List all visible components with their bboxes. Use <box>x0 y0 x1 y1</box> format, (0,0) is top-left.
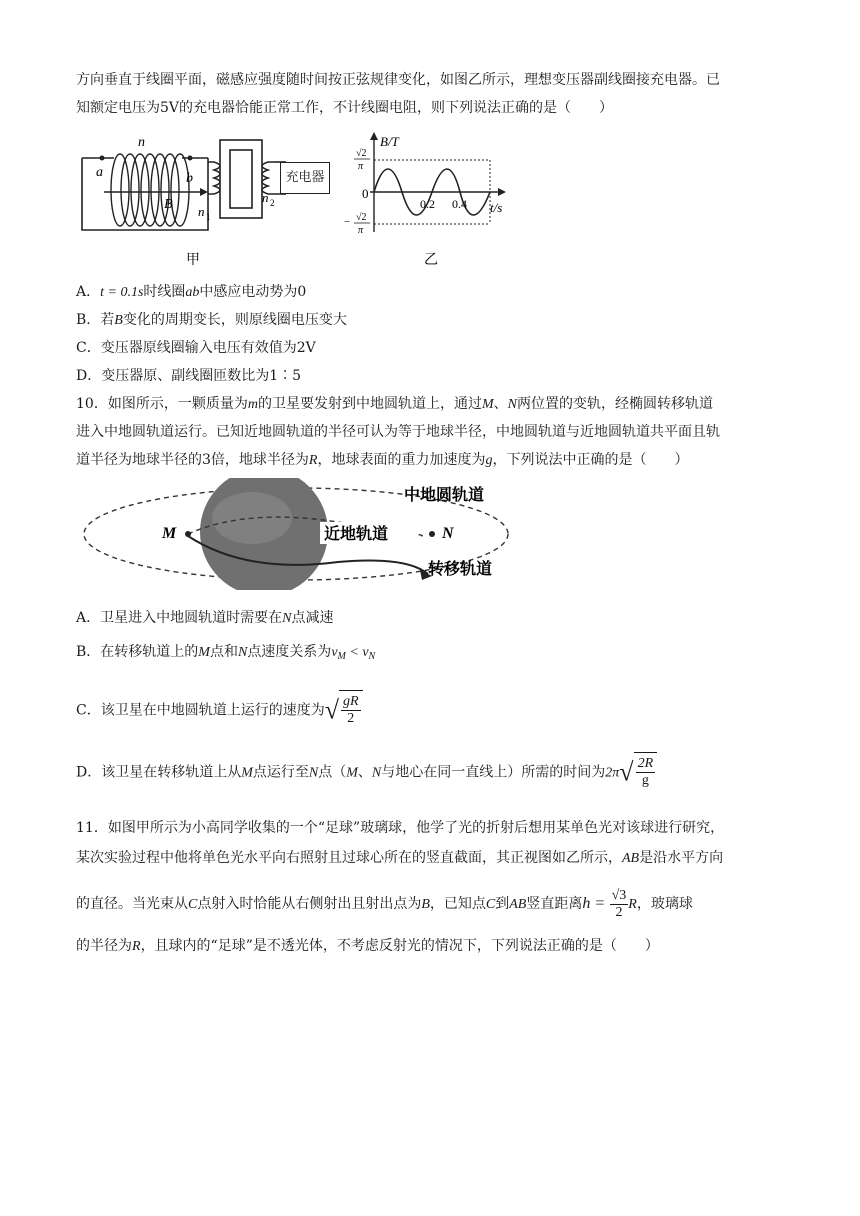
yi-tick1: 0.2 <box>420 197 435 211</box>
q11-l2b: 是沿水平方向 <box>639 850 724 866</box>
figure-jia-circuit <box>80 132 300 270</box>
yi-zero: 0 <box>362 186 369 201</box>
q11-l3R: R <box>628 897 637 912</box>
charger-box: 充电器 <box>280 162 330 194</box>
q9-option-a-math: t = 0.1s <box>100 285 144 300</box>
orbit-label-N: N <box>442 525 454 542</box>
label-b: b <box>186 171 193 186</box>
q10-option-a[interactable] <box>76 608 333 629</box>
q11-l3c: ，已知点 <box>429 896 486 912</box>
q10-b3: 点速度关系为 <box>247 644 332 660</box>
label-mid-orbit: 中地圆轨道 <box>404 485 485 504</box>
q10-d1: D．该卫星在转移轨道上从 <box>76 764 242 781</box>
label-near-orbit: 近地轨道 <box>324 524 389 543</box>
q11-l3AB: AB <box>509 897 527 912</box>
q11-l3C: C <box>188 897 198 912</box>
orbit-label-M: M <box>162 525 177 542</box>
q10-l3c: ，下列说法中正确的是（ ） <box>492 452 689 468</box>
q11-l4a: 的半径为 <box>76 938 132 954</box>
q11-l2AB: AB <box>622 851 640 866</box>
q9-intro-line1: 方向垂直于线圈平面，磁感应强度随时间按正弦规律变化，如图乙所示，理想变压器副线圈接充电器。已 <box>76 72 720 88</box>
q9-option-b-text: 变化的周期变长，则原线圈电压变大 <box>122 312 347 328</box>
q10-d-den: g <box>641 773 649 789</box>
yi-ymax-num: √2 <box>356 148 367 159</box>
q9-option-a[interactable] <box>76 282 306 303</box>
q9-option-a-text1: 时线圈 <box>143 284 186 300</box>
q10-aN: N <box>282 611 292 626</box>
q9-option-a-label: A． <box>76 284 101 300</box>
label-n2: n <box>262 190 269 205</box>
q10-b-lt: < v <box>345 645 369 660</box>
q10-b2: 点和 <box>209 644 238 660</box>
q10-l3b: ，地球表面的重力加速度为 <box>317 452 486 468</box>
q10-option-c[interactable] <box>76 690 363 731</box>
q11-line2 <box>76 848 723 869</box>
q11-l3B: B <box>421 897 430 912</box>
q9-option-a-ab: ab <box>185 285 200 300</box>
label-a: a <box>96 165 103 180</box>
q11-l3C2: C <box>485 897 496 912</box>
q11-l3e: 竖直距离 <box>526 896 583 912</box>
q10-dN2: N <box>371 765 382 781</box>
q10-a1: A．卫星进入中地圆轨道时需要在 <box>76 610 283 626</box>
label-n: n <box>138 135 145 150</box>
label-B-field: B <box>164 197 173 212</box>
q11-line4 <box>76 936 659 957</box>
q10-b1: B．在转移轨道上的 <box>76 644 199 660</box>
q10-option-d[interactable] <box>76 752 657 794</box>
q10-l1M: M <box>481 397 494 412</box>
q9-option-c[interactable]: C．变压器原线圈输入电压有效值为2V <box>76 340 316 356</box>
q11-frac <box>610 888 629 921</box>
q11-l4b: ，且球内的“足球”是不透光体，不考虑反射光的情况下，下列说法正确的是（ ） <box>140 938 659 954</box>
q11-l3b: 点射入时恰能从右侧射出且射出点为 <box>197 896 422 912</box>
yi-ylabel: B/T <box>380 134 399 149</box>
q10-d3: 点（ <box>318 764 347 781</box>
q11-l4R: R <box>132 939 141 954</box>
q10-d5: 与地心在同一直线上）所需的时间为 <box>381 764 606 781</box>
label-n1: n <box>198 204 205 219</box>
q10-c-den: 2 <box>347 711 355 727</box>
q10-dM2: M <box>346 765 358 781</box>
q11-l3h: h = <box>582 895 606 912</box>
q9-option-b-B: B <box>114 313 123 328</box>
q10-c-num: gR <box>343 694 359 710</box>
q11-l3d: 到 <box>495 896 510 912</box>
q10-line3 <box>76 450 688 471</box>
q11-num: √3 <box>611 887 627 903</box>
q10-c-sqrt: √ $\frac{gR}{2}$ <box>325 690 363 731</box>
q10-b-sub-N: N <box>368 651 376 662</box>
q9-option-b-label: B．若 <box>76 312 115 328</box>
q10-l1c: 、 <box>493 396 508 412</box>
q10-a2: 点减速 <box>291 610 334 626</box>
label-n1-sub: 1 <box>206 212 211 222</box>
q10-bM: M <box>198 645 210 660</box>
label-n2-sub: 2 <box>270 198 275 208</box>
q10-l1b: 的卫星要发射到中地圆轨道上，通过 <box>257 396 482 412</box>
q10-d2: 点运行至 <box>252 764 309 781</box>
q9-option-d[interactable]: D．变压器原、副线圈匝数比为1∶5 <box>76 368 302 384</box>
q10-dN: N <box>308 765 319 781</box>
q11-l3a: 的直径。当光束从 <box>76 896 188 912</box>
q10-l1m: m <box>247 397 258 412</box>
q9-intro-line2: 知额定电压为5V的充电器恰能正常工作，不计线圈电阻，则下列说法正确的是（ ） <box>76 100 614 116</box>
q11-line3 <box>76 884 693 925</box>
q10-b-sub-M: M <box>337 651 346 662</box>
figure-yi-graph <box>340 132 510 270</box>
q10-l3g: g <box>485 453 493 468</box>
q10-d-sqrt: √ $\frac{2R}{g}$ <box>619 752 657 793</box>
q11-den: 2 <box>615 904 623 920</box>
q10-l1d: 两位置的变轨，经椭圆转移轨道 <box>516 396 713 412</box>
q10-l1a: 10．如图所示，一颗质量为 <box>76 396 248 412</box>
q10-line2: 进入中地圆轨道运行。已知近地圆轨道的半径可认为等于地球半径，中地圆轨道与近地圆轨道共平面且轨 <box>76 424 720 440</box>
caption-yi: 乙 <box>424 252 438 268</box>
q9-option-a-text2: 中感应电动势为0 <box>199 284 307 300</box>
yi-tick2: 0.4 <box>452 197 467 211</box>
q11-l3f: ，玻璃球 <box>636 896 693 912</box>
q10-l1N: N <box>507 397 517 412</box>
q10-l3R: R <box>308 453 318 468</box>
caption-jia: 甲 <box>186 252 200 268</box>
q10-d-num: 2R <box>637 756 654 772</box>
q10-line1 <box>76 394 713 415</box>
figure-orbits <box>76 478 516 590</box>
yi-ymin-sign: − <box>344 216 351 228</box>
q10-d4: 、 <box>357 764 372 781</box>
yi-ymin-num: √2 <box>356 212 367 223</box>
q10-option-b[interactable] <box>76 642 375 667</box>
q10-d-2pi: 2π <box>605 765 620 781</box>
q10-c1: C．该卫星在中地圆轨道上运行的速度为 <box>76 702 325 719</box>
q11-l2a: 某次实验过程中他将单色光水平向右照射且过球心所在的竖直截面，其正视图如乙所示， <box>76 850 622 866</box>
q10-l3a: 道半径为地球半径的3倍，地球半径为 <box>76 452 309 468</box>
q10-bN: N <box>237 645 248 660</box>
yi-ymin-den: π <box>358 225 364 236</box>
q11-line1: 11．如图甲所示为小高同学收集的一个“足球”玻璃球，他学了光的折射后想用某单色光对该球进行研究， <box>76 820 725 836</box>
q10-dM: M <box>241 765 253 781</box>
yi-ymax-den: π <box>358 161 364 172</box>
yi-xlabel: t/s <box>490 200 503 215</box>
label-transfer-orbit: 转移轨道 <box>428 559 493 578</box>
q9-option-b[interactable] <box>76 310 347 331</box>
q10-b-v: v <box>331 645 338 660</box>
